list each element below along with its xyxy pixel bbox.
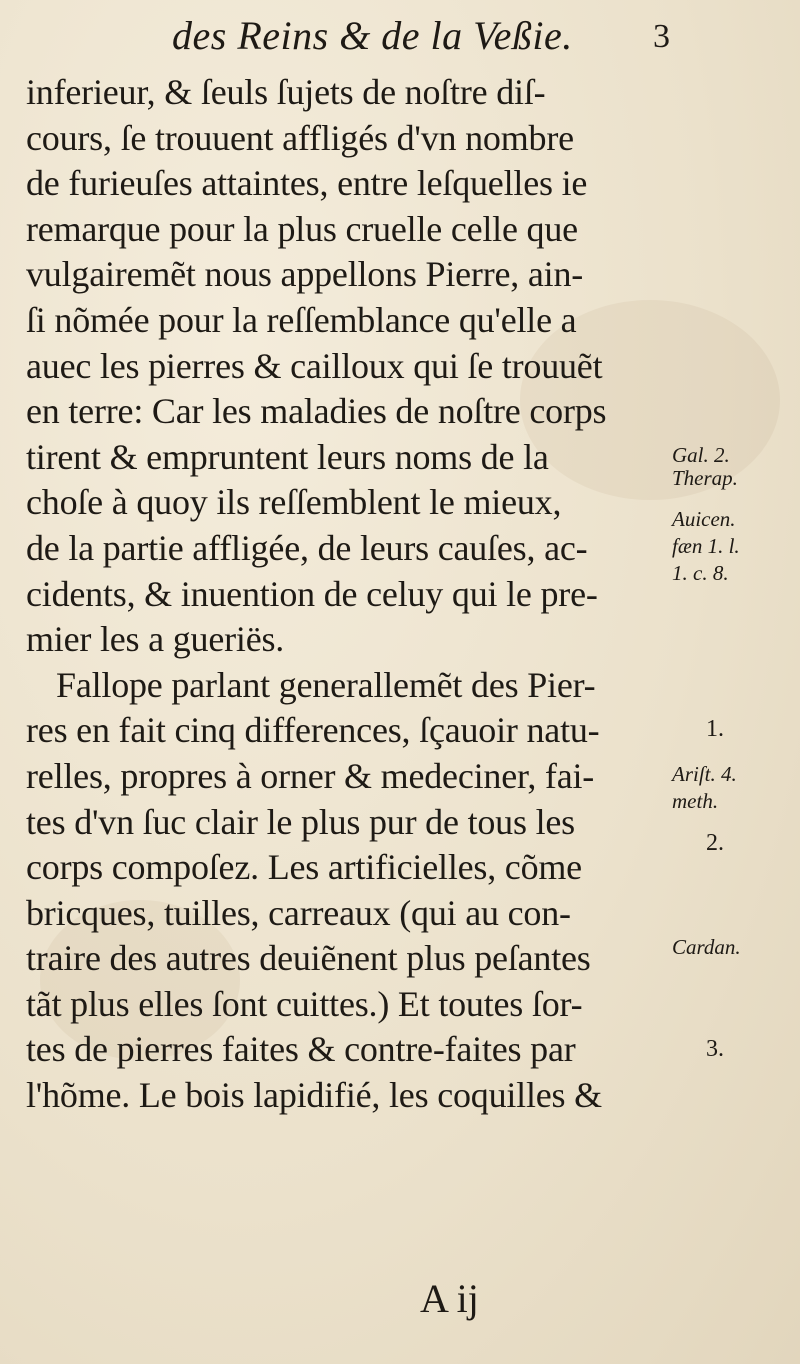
text-line: res en fait cinq differences, ſçauoir natu-: [26, 710, 600, 751]
margin-note: 2.: [706, 830, 724, 857]
body-text: [26, 70, 666, 1119]
text-line: de furieuſes attaintes, entre leſquelles ie: [26, 163, 588, 204]
text-line: remarque pour la plus cruelle celle que: [26, 208, 578, 249]
text-line: corps compoſez. Les artificielles, cõme: [26, 847, 582, 888]
margin-note: Ariſt. 4.: [672, 762, 737, 786]
text-line: ſi nõmée pour la reſſemblance qu'elle a: [26, 299, 577, 340]
text-line: tes de pierres faites & contre-faites par: [26, 1029, 576, 1070]
text-line: choſe à quoy ils reſſemblent le mieux,: [26, 482, 562, 523]
text-line: tes d'vn ſuc clair le plus pur de tous les: [26, 801, 575, 842]
text-line: vulgairemẽt nous appellons Pierre, ain-: [26, 254, 584, 295]
text-line: Fallope parlant generallemẽt des Pier-: [56, 664, 596, 705]
margin-note: 1.: [706, 716, 724, 743]
signature-mark: A ij: [420, 1276, 479, 1321]
text-line: tãt plus elles ſont cuittes.) Et toutes ſor-: [26, 983, 583, 1024]
margin-note: Gal. 2.: [672, 442, 730, 467]
text-line: bricques, tuilles, carreaux (qui au con-: [26, 892, 571, 933]
text-line: mier les a gueriës.: [26, 619, 285, 660]
margin-notes: [672, 70, 792, 1270]
page-number: 3: [653, 18, 670, 55]
text-line: inferieur, & ſeuls ſujets de noſtre diſ-: [26, 72, 546, 112]
margin-note: Auicen.: [672, 506, 736, 531]
text-line: de la partie affligée, de leurs cauſes, ac-: [26, 527, 588, 568]
running-header: [150, 12, 670, 64]
text-line: tirent & empruntent leurs noms de la: [26, 436, 549, 477]
text-line: en terre: Car les maladies de noſtre corps: [26, 391, 607, 432]
text-line: l'hõme. Le bois lapidifié, les coquilles &: [26, 1075, 602, 1116]
margin-note: meth.: [672, 789, 719, 814]
margin-note: 3.: [706, 1035, 724, 1062]
text-line: traire des autres deuiẽnent plus peſantes: [26, 938, 591, 979]
margin-note: 1. c. 8.: [672, 561, 729, 586]
text-line: cours, ſe trouuent affligés d'vn nombre: [26, 117, 574, 158]
text-line: relles, propres à orner & medeciner, fai-: [26, 755, 595, 796]
margin-note: Cardan.: [672, 935, 741, 960]
margin-note: fæn 1. l.: [672, 534, 740, 558]
text-line: cidents, & inuention de celuy qui le pre-: [26, 573, 598, 614]
margin-note: Therap.: [672, 465, 738, 490]
running-title: des Reins & de la Veßie.: [172, 13, 573, 58]
text-line: auec les pierres & cailloux qui ſe trouuẽt: [26, 345, 603, 386]
